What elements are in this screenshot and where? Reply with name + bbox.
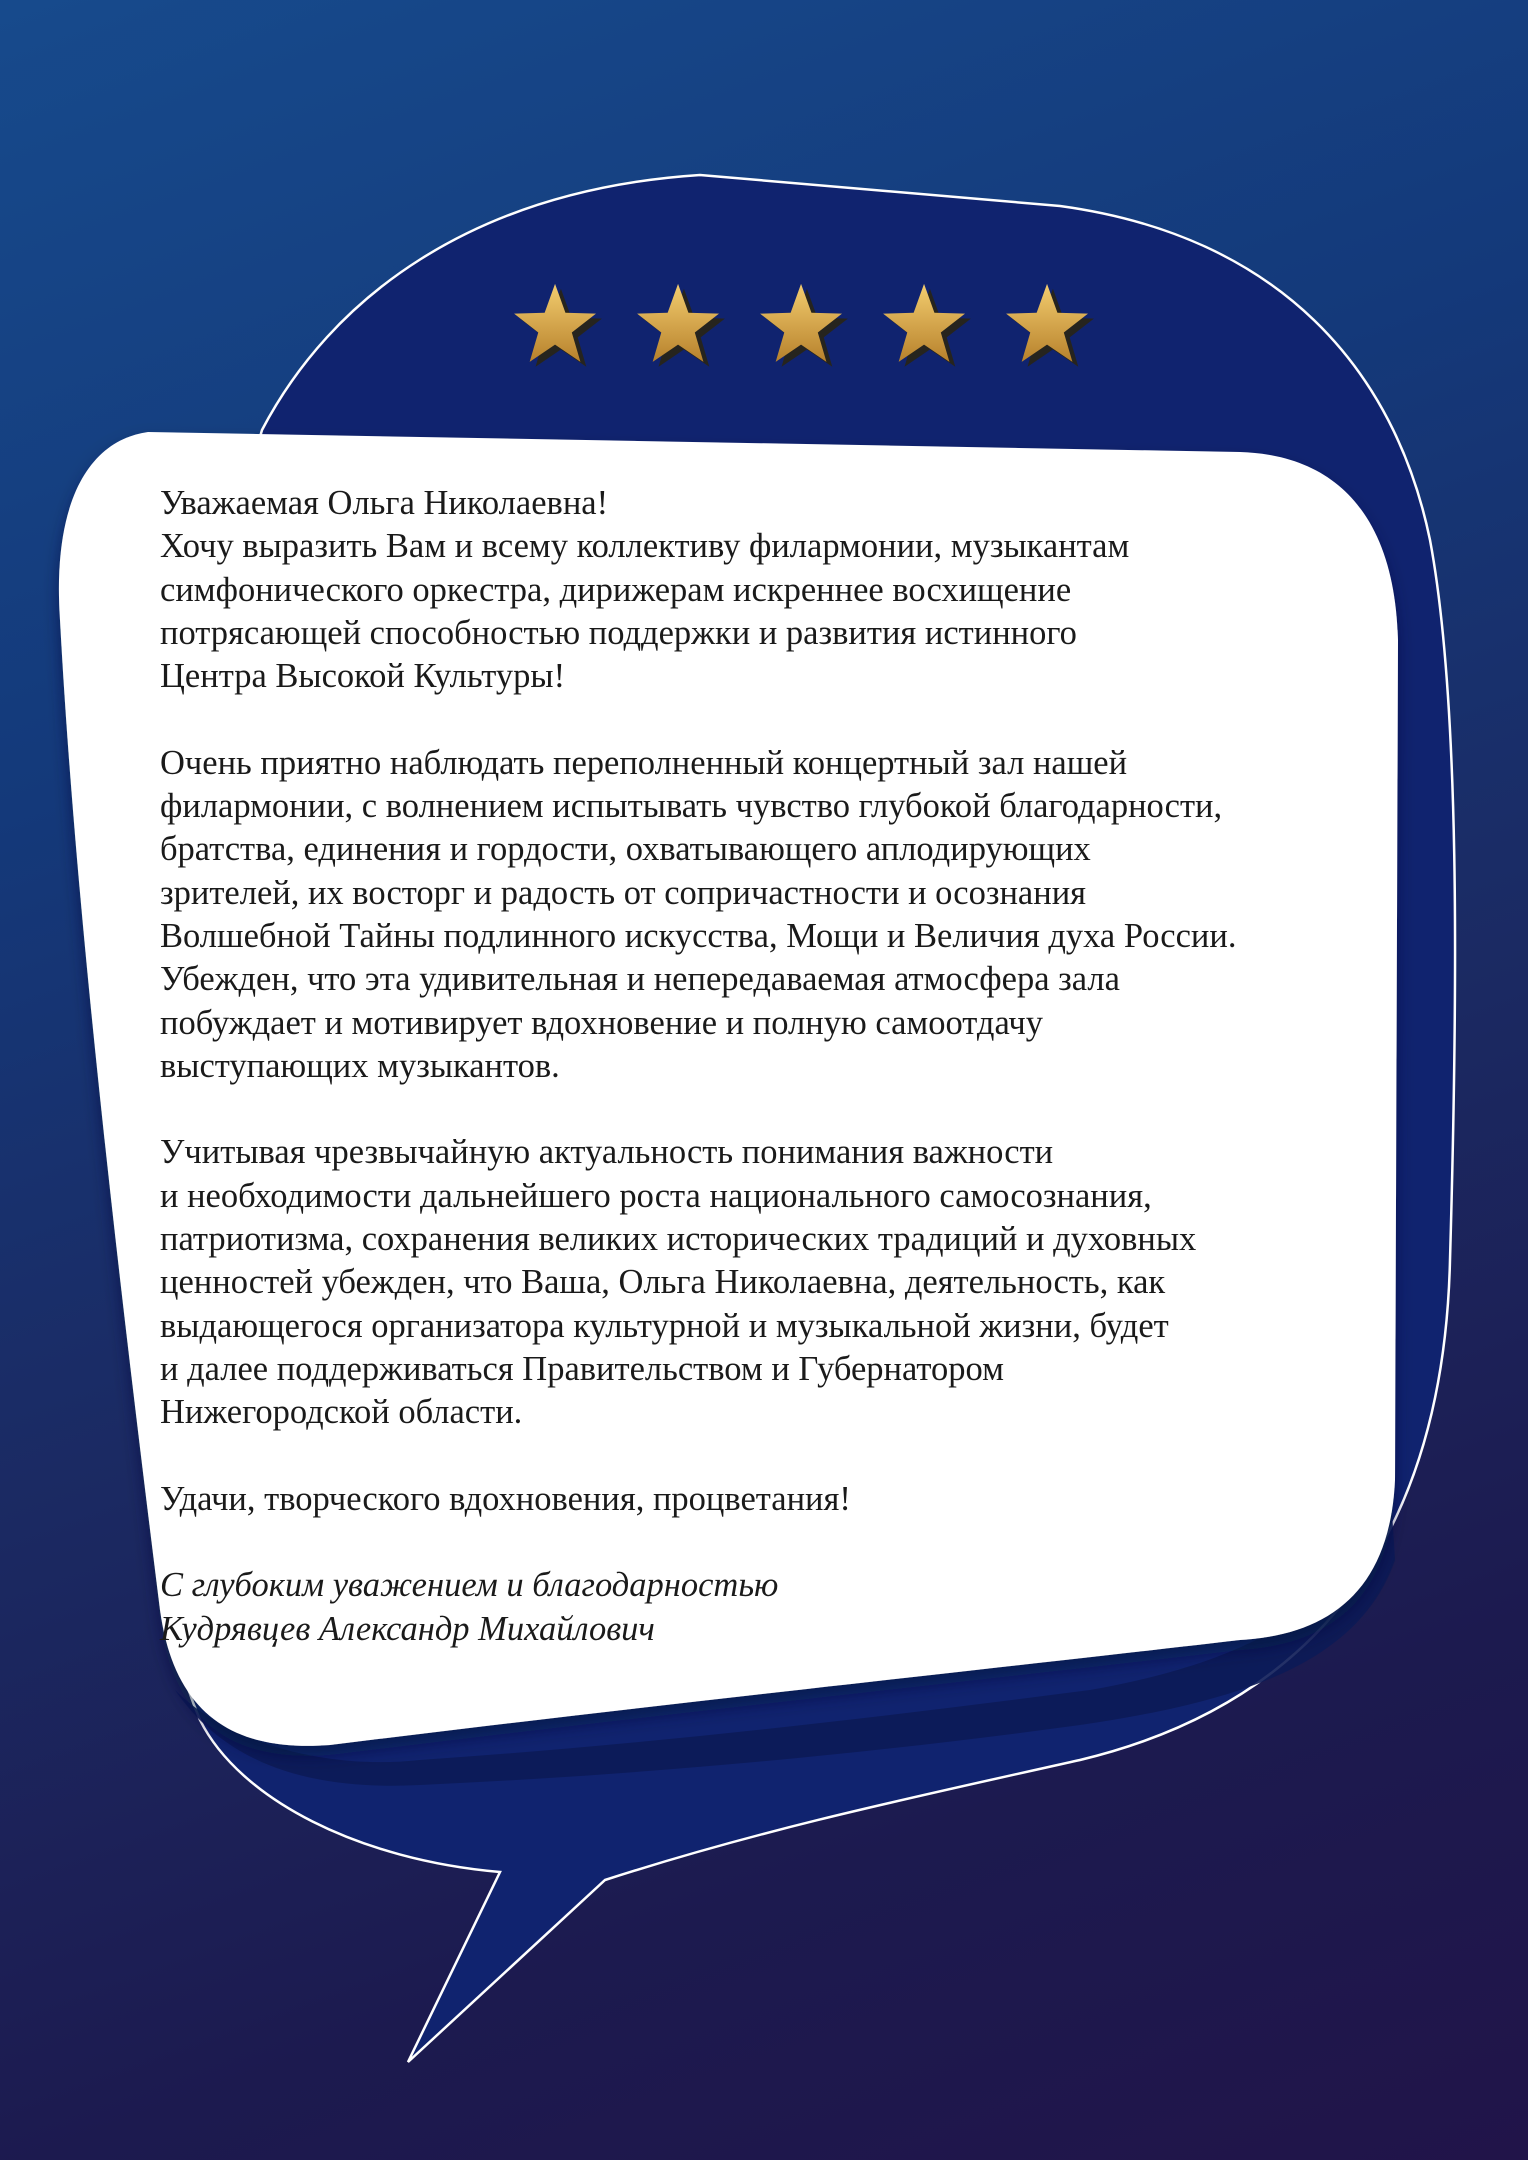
star-icon <box>877 278 975 376</box>
rating-stars <box>508 278 1108 378</box>
star-icon <box>508 278 606 376</box>
letter-paragraph-1: Очень приятно наблюдать переполненный концертный зал нашей филармонии, с волнением испытывать чувство глубокой благодарности, братства, единения и гордости, охватывающего аплодирующих зрителей, их восторг и радость от сопричастности и осознания Волшебной Тайны подлинного искусства, Мощи и Величия духа России. Убежден, что эта удивительная и непередаваемая атмосфера зала побуждает и мотивирует вдохновение и полную самоотдачу выступающих музыкантов. <box>160 743 1237 1085</box>
star-icon <box>631 278 729 376</box>
letter-signature: С глубоким уважением и благодарностью Кудрявцев Александр Михайлович <box>160 1566 779 1648</box>
letter-paragraph-2: Учитывая чрезвычайную актуальность понимания важности и необходимости дальнейшего роста национального самосознания, патриотизма, сохранения великих исторических традиций и духовных ценностей убежден, что Ваша, Ольга Николаевна, деятельность, как выдающегося организатора культурной и музыкальной жизни, будет и далее поддерживаться Правительством и Губернатором Нижегородской области. <box>160 1133 1197 1432</box>
letter-wishes: Удачи, творческого вдохновения, процветания! <box>160 1479 851 1518</box>
letter-greeting: Уважаемая Ольга Николаевна! Хочу выразить Вам и всему коллективу филармонии, музыкантам симфонического оркестра, дирижерам искреннее восхищение потрясающей способностью поддержки и развития истинного Центра Высокой Культуры! <box>160 484 1130 696</box>
letter-text <box>160 482 1400 1651</box>
star-icon <box>754 278 852 376</box>
star-icon <box>1000 278 1098 376</box>
